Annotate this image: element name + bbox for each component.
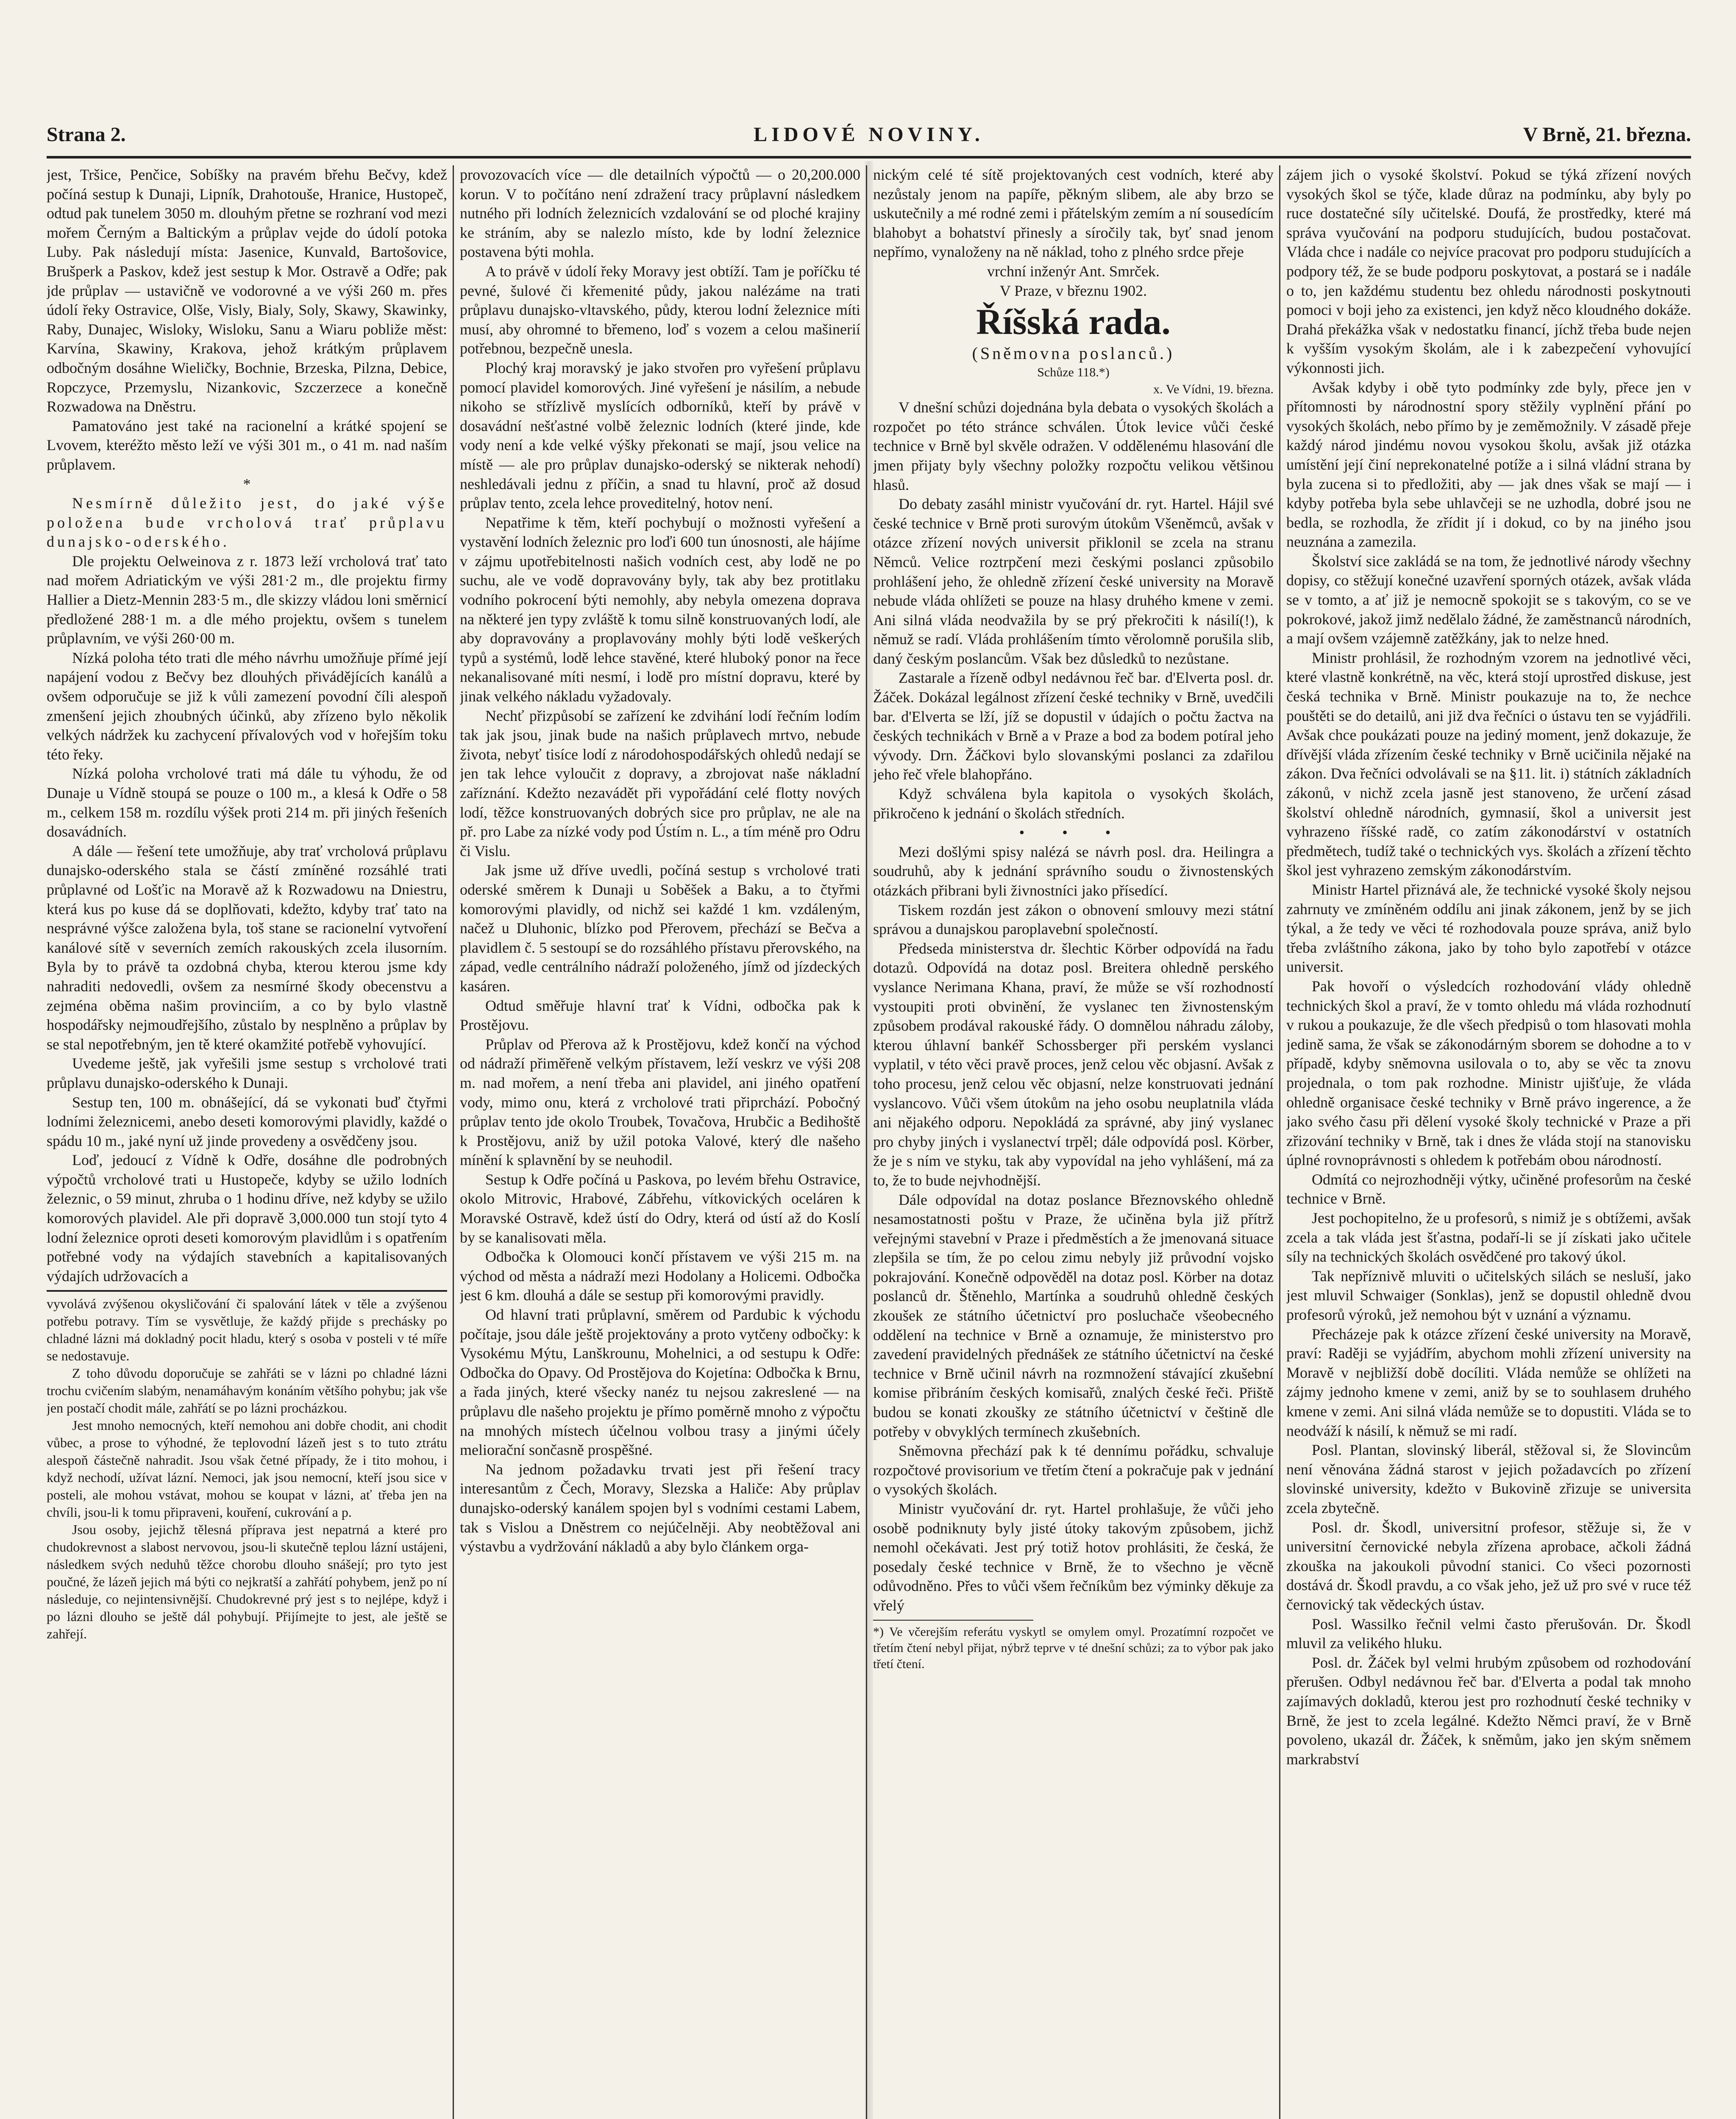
article-paragraph: Mezi došlými spisy nalézá se návrh posl. dra. Heilingra a soudruhů, aby k jednání správního soudu o živnostenských otázkách přibrani byli živnostníci jako přísedící.: [873, 843, 1274, 899]
article-paragraph: Tak nepříznivě mluviti o učitelských silách se nesluší, jako jest mluvil Schwaiger (Sonklas), jenž se dopustil ohledně dvou profesorů výroků, jež nemohou být v uznání a významu.: [1286, 1267, 1691, 1324]
feuilleton-paragraph: Jsou osoby, jejichž tělesná příprava jest nepatrná a které pro chudokrevnost a slabost nervovou, jsou-li skutečně teplou lázní ustájeni, následkem svých neduhů těžce chorobu dlouho snášejí; pro tyto jest poučné, že lázeň jejich má býti co nejkratší a zahřátí pohybem, jenž po ní následuje, co nejintensivnější. Chudokrevné prý jest s to nejlépe, když i po lázni dlouho se ještě dál pohybují. Přijímejte to jest, ale ještě se zahřejí.: [47, 1522, 447, 1642]
place-date: V Brně, 21. března.: [1523, 123, 1691, 146]
article-paragraph: Předseda ministerstva dr. šlechtic Körber odpovídá na řadu dotazů. Odpovídá na dotaz posl. Breitera ohledně perského vyslance Nerimana Khana, praví, že může se vší rozhodností vystoupiti proti obvinění, že vyslanec ten živnostenským způsobem prodával rakouské řády. O domnělou náhradu záloby, kterou úhlavní bankéř Schossberger při perském vyslanci vyplatil, v této věci pravě proces, jenž celou věc objasní. Avšak z toho procesu, jenž celou věc objasní, nelze konstruovati jednání vyslancovo. Vůči všem útokům na jeho osobu neuplatnila vláda ani nějakého odporu. Nepokládá za správné, aby jiný vyslanec pro chyby jiných i vyslanectví trpěl; dále odpovídá posl. Körber, že je s ním ve styku, tak aby vypovídal na jeho vyhlášení, má za to, že to bude nejvhodnější.: [873, 940, 1274, 1189]
article-paragraph: Ministr vyučování dr. ryt. Hartel prohlašuje, že vůči jeho osobě podniknuty byly jisté útoky takovým způsobem, jichž nemohl očekávati. Jest prý totiž hotov prohlásiti, že česká, že posedaly české technice v Brně, že to všechno je věcně odůvodněno. Přes to vůči všem řečníkům bez výminky děkuje za vřelý: [873, 1500, 1274, 1614]
article-paragraph: Ministr Hartel přiznává ale, že technické vysoké školy nejsou zahrnuty ve zmíněném oddílu ani jinak zákonem, jenž by se jich týkal, a že tedy ve věci té rozhodovala pouze správa, aniž bylo třeba zvláštního zákona, jako by toho bylo zapotřebí v otázce universit.: [1286, 881, 1691, 976]
column-divider: [453, 165, 454, 2119]
article-paragraph-spaced: Tiskem rozdán jest zákon o obnovení smlouvy mezi státní správou a dunajskou paroplavební společností.: [873, 901, 1274, 938]
article-paragraph: Plochý kraj moravský je jako stvořen pro vyřešení průplavu pomocí plavidel komorových. Jiné vyřešení je násilím, a nebude nikoho se střízlivě myslících odborníků, kteří by právě v dosavádní nešťastné volbě železnic lodních (které jinde, kde vody není a kde velké výšky překonati se mají, jsou velice na místě — ale pro průplav dunajsko-oderský se nikterak nehodí) neshledávali jednu z příčin, a snad tu hlavní, proč až dosud průplav tento, zcela lehce proveditelný, hotov není.: [460, 359, 860, 512]
article-paragraph: Pamatováno jest také na racionelní a krátké spojení se Lvovem, kteréžto město leží ve výši 301 m., o 41 m. nad naším průplavem.: [47, 417, 447, 473]
column-divider: [1279, 165, 1280, 2119]
article-paragraph: Když schválena byla kapitola o vysokých školách, přikročeno k jednání o školách středních.: [873, 785, 1274, 822]
column-2: [460, 165, 860, 2119]
page-number-label: Strana 2.: [47, 123, 126, 146]
article-paragraph: Sestup ten, 100 m. obnášející, dá se vykonati buď čtyřmi lodními železnicemi, anebo deseti komorovými plavidly, každé o spádu 10 m., jaké nyní už jinde provedeny a osvědčeny jsou.: [47, 1093, 447, 1149]
article-paragraph: Posl. dr. Škodl, universitní profesor, stěžuje si, že v universitní černovické nebyla zřízena aprobace, ačkoli žádná zkouška na jakoukoli původní stanici. Co všeci pozornosti dostává dr. Škodl pravdu, a co však jeho, jež už pro své v ruce též černovický tak vědeckých ústav.: [1286, 1518, 1691, 1613]
article-paragraph: Loď, jedoucí z Vídně k Odře, dosáhne dle podrobných výpočtů vrcholové trati u Hustopeče, kdyby se užilo lodních železnic, o 59 minut, zhruba o 1 hodinu dříve, než kdyby se užilo komorových plavidel. Ale při dopravě 3,000.000 tun stojí tyto 4 lodní železnice oproti deseti komorovým plavidlům i s opatřením potřebné vody na výdajích stavebních a kapitalisovaných výdajích udržovacích a: [47, 1151, 447, 1285]
article-paragraph: Školství sice zakládá se na tom, že jednotlivé národy všechny dopisy, co stěžují konečné uzavření sporných otázek, avšak vláda se v tomto, a ať již je nemocně spokojit se s takovým, co se ve pokrokové, jakož jimž nedělalo žádné, že zaměstnanců národních, a mají ovšem vzájemně zatěžkány, jak to nelze hned.: [1286, 552, 1691, 647]
article-paragraph-spaced: Jak jsme už dříve uvedli, počíná sestup s vrcholové trati oderské směrem k Dunaji u Soběšek a Baku, a to čtyřmi komorovými plavidly, od nichž sei každé 1 km. vzdáleným, načež u Dluhonic, blízko pod Přerovem, přechází se Bečva a plavidlem č. 5 sestoupí se do rozsáhlého přístavu přerovského, na západ, vedle centrálního nádraží položeného, jímž od jízdeckých kasáren.: [460, 862, 860, 995]
article-paragraph: Nízká poloha vrcholové trati má dále tu výhodu, že od Dunaje u Vídně stoupá se pouze o 100 m., a klesá k Odře o 58 m., celkem 158 m. rozdílu výšek proti 214 m. při jiných řešeních dosavádních.: [47, 765, 447, 840]
article-paragraph: Uvedeme ještě, jak vyřešili jsme sestup s vrcholové trati průplavu dunajsko-oderského k Dunaji.: [47, 1055, 447, 1091]
section-rule: [47, 1290, 447, 1292]
article-paragraph: Pak hovoří o výsledcích rozhodování vlády ohledně technických škol a praví, že v tomto ohledu má vláda rozhodnutí v rukou a poukazuje, že dle všech předpisů o tom hlasovati mohla jedině sama, že však se zákonodárným sborem se dohodne a to v případě, kdyby sněmovna usilovala o to, aby se věc ta znovu projednala, o tom pak rozhodne. Ministr ujišťuje, že vláda ohledně organisace české techniky v Brně právo ingerence, a že jako svého času při dělení vysoké školy technické v Praze a při zřizování techniky v Brně, tak i dnes že vláda stojí na stanovisku úplné rovnoprávnosti s ohledem k potřebám obou národností.: [1286, 977, 1691, 1169]
dateline: V Praze, v březnu 1902.: [999, 282, 1147, 299]
column-4: [1286, 165, 1691, 2119]
section-subheading: (Sněmovna poslanců.): [972, 344, 1175, 363]
session-dateline: x. Ve Vídni, 19. března.: [1153, 382, 1274, 397]
column-3: [873, 165, 1274, 2119]
article-paragraph: Dle projektu Oelweinova z r. 1873 leží vrcholová trať tato nad mořem Adriatickým ve výši 281·2 m., dle projektu firmy Hallier a Dietz-Mennin 283·5 m., dle skizzy vládou loni směrnicí předložené 288·1 m. a dle mého projektu, ovšem s tunelem průplavním, ve výši 260·00 m.: [47, 552, 447, 647]
session-number: Schůze 118.*): [1037, 365, 1110, 380]
article-paragraph: Od hlavní trati průplavní, směrem od Pardubic k východu počítaje, jsou dále ještě projektovány a proto vytčeny odbočky: k Vysokému Mýtu, Lanškrounu, Mohelnici, a od sestupu k Odře: Odbočka do Opavy. Od Prostějova do Kojetína: Odbočka k Brnu, a řada jiných, které všecky nanéz tu nejsou zakreslené — na průplavu dle našeho projektu je přímo poměrně mnoho z výpočtu na mnohých místech účelnou volbou trasy a jinými účely meliorační sončasně prospěšné.: [460, 1306, 860, 1459]
article-paragraph: Zastarale a řízeně odbyl nedávnou řeč bar. d'Elverta posl. dr. Žáček. Dokázal legálnost zřízení české techniky v Brně, uvedčili bar. d'Elverta se lží, jíž se dopustil v údajích o počtu žactva na českých technikách v Brně a v Praze a bod za bodem potíral jeho vývody. Drn. Žáčkovi bylo slovanskými poslanci za zdařilou jeho řeč vřele blahopřáno.: [873, 669, 1274, 783]
article-paragraph: Avšak kdyby i obě tyto podmínky zde byly, přece jen v přítomnosti by národnostní spory stěžily vyplnění přání po vysokých školách, nebo přímo by je zeměmožnily. V zásadě přeje každý národ jindému novou vysokou školu, avšak již otázka umístění její činí neprekonatelné potíže a i silná vládní strana by byla zucena si to předložiti, aby — jak dnes však se mají — i kdyby potřeba byla sebe uhlavčeji se ne uzhodla, dobré jsou ne bedla, se rozhodla, že zřídit jí i dokud, co by na jiného jsou neuznána a zamezila.: [1286, 378, 1691, 551]
footnote: *) Ve včerejším referátu vyskytl se omylem omyl. Prozatímní rozpočet ve třetím čtení nebyl přijat, nýbrž teprve v té dnešní schůzi; za to výbor pak jako třetí čtení.: [873, 1624, 1274, 1671]
article-paragraph: Ministr prohlásil, že rozhodným vzorem na jednotlivé věci, které vlastně konkrétně, na věc, která stojí uprostřed diskuse, jest česká technika v Brně. Ministr poukazuje na to, že nechce pouštěti se do detailů, ani již dva řečníci o ústavu ten se vyjádřili. Avšak chce poukázati pouze na jediný moment, jenž dokazuje, že dřívější vláda zřízením české techniky v Brně ucičinila nějaké na zákon. Dva řečníci odvolávali se na §11. lit. i) státních základních zákonů, v nichž zcela jasně jest stanoveno, že určení zásad školství ohledně národních, gymnasií, škol a universit jest vyhrazeno říšské radě, co zatím zákonodárství v ostatních předmětech, tudíž také o technických vys. školách a zřízení těchto škol jest vyhrazeno zemským zákonodárstvím.: [1286, 649, 1691, 879]
article-paragraph: Na jednom požadavku trvati jest při řešení tracy interesantům z Čech, Moravy, Slezska a Haliče: Aby průplav dunajsko-oderský kanálem spojen byl s vodními cestami Labem, tak s Vislou a Dněstrem co nejúčelněji. Aby neobtěžoval ani výstavbu a vydržování nákladů a aby bylo článkem orga-: [460, 1460, 860, 1555]
article-paragraph: zájem jich o vysoké školství. Pokud se týká zřízení nových vysokých škol se týče, klade důraz na podmínku, aby byly po ruce dostatečné síly učitelské. Doufá, že prostředky, které má správa vyučování na podporu studujících, budou postačovat. Vláda chce i nadále co nejvíce pracovat pro podporu studujících a podpory též, že se bude podporu poskytovat, a postará se i nadále o to, jen každému studentu bez ohledu národnosti poskytnouti pomoci v boji jeho za existenci, jen když něco kloudného dokáže. Drahá překážka však v nedostatku financí, jíchž třeba bude nejen k vyšším vysokým školám, ale i k zabezpečení vyhovující výkonnosti jich.: [1286, 166, 1691, 376]
feuilleton-paragraph: Z toho důvodu doporučuje se zahřáti se v lázni po chladné lázni trochu cvičením slabým, nenamáhavým konáním většího pohybu; jak vše jen postačí chodit mále, zahřátí se po lázni procházkou.: [47, 1365, 447, 1416]
article-paragraph: Jest pochopitelno, že u profesorů, s nimiž je s obtížemi, avšak zcela a tak vláda jest šťastna, podaří-li se jí získati jako učitele síly na technických školách osvědčené pro takový úkol.: [1286, 1210, 1691, 1265]
article-paragraph-spaced: Přecházeje pak k otázce zřízení české university na Moravě, praví: Raději se vyjádřím, abychom mohli zřízení university na Moravě v nejbližší době docíliti. Vláda nemůže se ohlížeti na zájmy jednoho kmene v zemi, aniž by se to souhlasem druhého kmene v zemi. Ani silná vláda nemůže se to dopustiti. Vláda se to neodváží k násilí, k němuž se mi radí.: [1286, 1325, 1691, 1439]
newspaper-title: LIDOVÉ NOVINY.: [754, 123, 984, 146]
article-paragraph: A to právě v údolí řeky Moravy jest obtíží. Tam je poříčku té pevné, šulové či křemenité půdy, jakou nalézáme na trati průplavu dunajsko-vltavského, půdy, kterou lodní železnice míti musí, aby ohromné to břemeno, loď s vozem a celou mašinerií potřebnou, bezpečně unesla.: [460, 262, 860, 357]
paper-fold-shadow: [865, 161, 873, 2119]
article-paragraph-spaced: Odmítá co nejrozhodněji výtky, učiněné profesorům na české technice v Brně.: [1286, 1171, 1691, 1207]
footnote-rule: [873, 1620, 1033, 1621]
author-signature: vrchní inženýr Ant. Smrček.: [987, 262, 1160, 280]
article-paragraph: provozovacích více — dle detailních výpočtů — o 20,200.000 korun. V to počítáno není zdražení tracy průplavní následkem nutného při lodních železnicích vzdalování se od ploché krajiny ke stráním, aby se nalezlo místo, kde by lodní železnice postavena býti mohla.: [460, 166, 860, 261]
article-paragraph: Sněmovna přechází pak k té dennímu pořádku, schvaluje rozpočtové provisorium ve třetím čtení a pokračuje pak v jednání o vysokých školách.: [873, 1442, 1274, 1498]
article-paragraph: Průplav od Přerova až k Prostějovu, kdež končí na východ od nádraží přiměřeně velkým přístavem, leží veskrz ve výši 208 m. nad mořem, a není třeba ani plavidel, ani jiného opatření vody, mimo onu, která z vrcholové trati připrchází. Pobočný průplav tento jde okolo Troubek, Tovačova, Hrubčic a Bedihoště k Prostějovu, aniž by užil potoka Valové, který dle našeho mínění k splavnění by se neuhodil.: [460, 1035, 860, 1169]
article-paragraph-spaced: Nesmírně důležito jest, do jaké výše položena bude vrcholová trať průplavu dunajsko-oderského.: [47, 495, 447, 551]
article-paragraph: Posl. dr. Žáček byl velmi hrubým způsobem od rozhodování přerušen. Odbyl nedávnou řeč bar. d'Elverta a podal tak mnoho zajímavých dokladů, kterou jest pro rozhodnutí české techniky v Brně, že jest to zcela legálné. Kdežto Němci praví, že v Brně povoleno, ukazál dr. Žáček, k sněmům, jako jen ským sněmem markrabství: [1286, 1654, 1691, 1768]
article-paragraph: Odbočka k Olomouci končí přístavem ve výši 215 m. na východ od města a nádraží mezi Hodolany a Holicemi. Odbočka jest 6 km. dlouhá a dále se sestup při komorovými pravidly.: [460, 1248, 860, 1304]
article-paragraph: Nepatřime k těm, kteří pochybují o možnosti vyřešení a vystavění lodních železnic pro loďi 600 tun únosnosti, ale hájíme v zájmu upotřebitelnosti našich vodních cest, aby lodě ne po suchu, ale ve vodě dopravovány byly, tak aby bez protitlaku vodního pokrocení býti nemohly, aby nebyla omezena doprava na některé jen typy zvláště k tomu silně konstruovaných lodí, ale aby dopravovány a proplavovány mohly býti lodě veškerých typů a systémů, lodě lehce stavěné, které hluboký ponor na řece nekanalisované míti nesmí, i lodě pro místní dopravu, které by jinak velkého nákladu vyžadovaly.: [460, 514, 860, 705]
dot-separator: • • •: [1019, 824, 1128, 841]
column-1: [47, 165, 447, 2119]
article-paragraph: nickým celé té sítě projektovaných cest vodních, které aby nezůstaly jenom na papíře, pěkným slibem, ale aby brzo se uskutečnily a mé rodné zemi i přátelským zemím a ní sousedícím blahobyt a bohatství přinesly a síročily tak, byť snad jenom nepřímo, vynaloženy na ně náklad, toho z plného srdce přeje: [873, 166, 1274, 261]
article-paragraph: jest, Tršice, Penčice, Sobíšky na pravém břehu Bečvy, kdež počíná sestup k Dunaji, Lipník, Drahotouše, Hranice, Hustopeč, odtud pak tunelem 3050 m. dlouhým přetne se rozhraní vod mezi mořem Černým a Baltickým a průplav vejde do údolí potoka Luby. Pak následují místa: Jasenice, Kunvald, Bartošovice, Brušperk a Paskov, kdež jest sestup k Mor. Ostravě a Odře; pak jde průplav — ustavičně ve vodorovné a ve výši 260 m. přes údolí řeky Ostravice, Olše, Visly, Bialy, Soly, Skawy, Skawinky, Raby, Dunajec, Wisloky, Wisloku, Sanu a Wiaru pobliže měst: Karvína, Skawiny, Krakova, jehož krátkým průplavem odbočným dosáhne Wieličky, Bochnie, Brzeska, Pilzna, Debice, Ropczyce, Przemyslu, Nizankovic, Szczerzece a konečně Rozwadowa na Dněstru.: [47, 166, 447, 415]
header-rule: [47, 156, 1691, 159]
article-paragraph: Do debaty zasáhl ministr vyučování dr. ryt. Hartel. Hájil své české technice v Brně proti surovým útokům Všeněmců, avšak v otázce zřízení nových universit přiklonil se zcela na stranu Němců. Velice roztrpčení mezi českými poslanci způsobilo prohlášení jeho, že ohledně zřízení české university na Moravě nebude vláda ohlížeti se pouze na hlasy druhého kmene v zemi. Ani silná vláda neodvažila by se prý překročiti k násilí(!), k němuž se radí. Vláda prohlášením tímto věrolomně porušila slib, daný českým poslancům. Však bez důsledků to nezůstane.: [873, 495, 1274, 667]
article-paragraph: A dále — řešení tete umožňuje, aby trať vrcholová průplavu dunajsko-oderského stala se částí zmíněné rozsáhlé trati průplavné od Lošťic na Moravě až k Rozwadowu na Dniestru, která kus po kuse dá se doplňovati, kdežto, kdyby trať tato na nesprávné výšce založena byla, toš stane se racionelní vytvoření kanálové sítě v severních zemích rakouských zcela ilusorním. Byla by to právě ta ozdobná chyba, kterou kterou jsme kdy nahraditi nedovedli, ovšem za nesmírné škody obecenstvu a zejména oběma našim provinciím, a co by bylo vlastně hospodářsky nejmoudřejšího, zůstalo by nesplněno a průplav by se stal nepotřebným, jen tě které okamžité potřebě vyhovující.: [47, 842, 447, 1053]
section-heading: Říšská rada.: [976, 301, 1171, 342]
article-paragraph: Nechť přizpůsobí se zařízení ke zdvihání lodí řečním lodím tak jak jsou, jinak bude na našich průplavech mrtvo, nebude života, nebyť tisíce lodí z národohospodářských ohledů nedají se jen tak lehce vyloučit z dopravy, a zbrojovat naše nákladní zaříznání. Kdežto nezavádět při vypořádání celé flotty nových lodí, těžce konstruovaných dobrých sice pro průplav, ne ale na př. pro Labe za nízké vody pod Ústím n. L., a tím méně pro Odru či Vislu.: [460, 707, 860, 859]
page-header: [47, 123, 1691, 153]
article-paragraph: Posl. Plantan, slovinský liberál, stěžoval si, že Slovincům není věnována žádná starost v jejich požadavcích po zřízení slovinské university, kdežto v Bukovině zřizuje se universita zcela zbytečně.: [1286, 1441, 1691, 1516]
feuilleton-paragraph: vyvolává zvýšenou okysličování či spalování látek v těle a zvýšenou potřebu potravy. Tím se vysvětluje, že každý přijde s prechásky po chladné lázni má dokladný pocit hladu, který s osoba v posteli v té míře se nedostavuje.: [47, 1296, 447, 1364]
feuilleton-paragraph: Jest mnoho nemocných, kteří nemohou ani dobře chodit, ani chodit vůbec, a prose to výhodné, že teplovodní lázeň jest s to tuto ztrátu alespoň částečně nahradit. Jsou však četné případy, že i tito mohou, i když nechodí, užívat lázní. Nemoci, jak jsou nemocní, kteří jsou sice v posteli, ale mohou vstávat, mohou se koupat v lázni, ať třeba jen na chvíli, jsou-li k tomu připraveni, kouření, cukrování a p.: [47, 1418, 447, 1520]
article-paragraph: Odtud směřuje hlavní trať k Vídni, odbočka pak k Prostějovu.: [460, 997, 860, 1034]
article-paragraph: Dále odpovídal na dotaz poslance Březnovského ohledně nesamostatnosti poštu v Praze, že učiněna byla již přítrž veřejnými stavební v Praze i předměstích a že jmenovaná situace zlepšila se tím, že po celou zimu nebyly již průvodní vojsko pokrajování. Konečně odpověděl na dotaz posl. Körber na dotaz poslanců dr. Štěnehlo, Martínka a soudruhů ohledně českých zkoušek ze státního účetnictví pro posluchače všeobecného oddělení na technice v Brně a oznamuje, že ministerstvo pro zavedení pravidelných přednášek ze státního účetnictví na české technice v Brně učinil návrh na rozmnožení stávající zkušební komise přibráním českých komisařů, znalých české řeči. Přiště budou se konati zkoušky ze státního účetnictví v češtině dle potřeby v obvyklých termínech zkušebních.: [873, 1191, 1274, 1440]
article-paragraph: Nízká poloha této trati dle mého návrhu umožňuje přímé její napájení vodou z Bečvy bez dlouhých přivádějících kanálů a ovšem odporučuje se již k vůli zamezení povodní číli alespoň zmenšení jejich zhoubných účinků, aby zřízeno bylo několik velkých nádržek ku zachycení přívalových vod v hořejším toku této řeky.: [47, 649, 447, 763]
star-separator: *: [243, 475, 251, 492]
article-paragraph: Sestup k Odře počíná u Paskova, po levém břehu Ostravice, okolo Mitrovic, Hrabové, Zábřehu, vítkovických oceláren k Moravské Ostravě, kdež ústí do Odry, která od ústí až do Koslí by se kanalisovati měla.: [460, 1171, 860, 1246]
article-paragraph: Posl. Wassilko řečnil velmi často přerušován. Dr. Škodl mluvil za velikého hluku.: [1286, 1615, 1691, 1652]
article-paragraph: V dnešní schůzi dojednána byla debata o vysokých školách a rozpočet po této stránce schválen. Útok levice vůči české technice v Brně byl skvěle odražen. V oddělenému hlasování dle jmen přijaty byly všechny položky rozpočtu velikou většinou hlasů.: [873, 399, 1274, 493]
